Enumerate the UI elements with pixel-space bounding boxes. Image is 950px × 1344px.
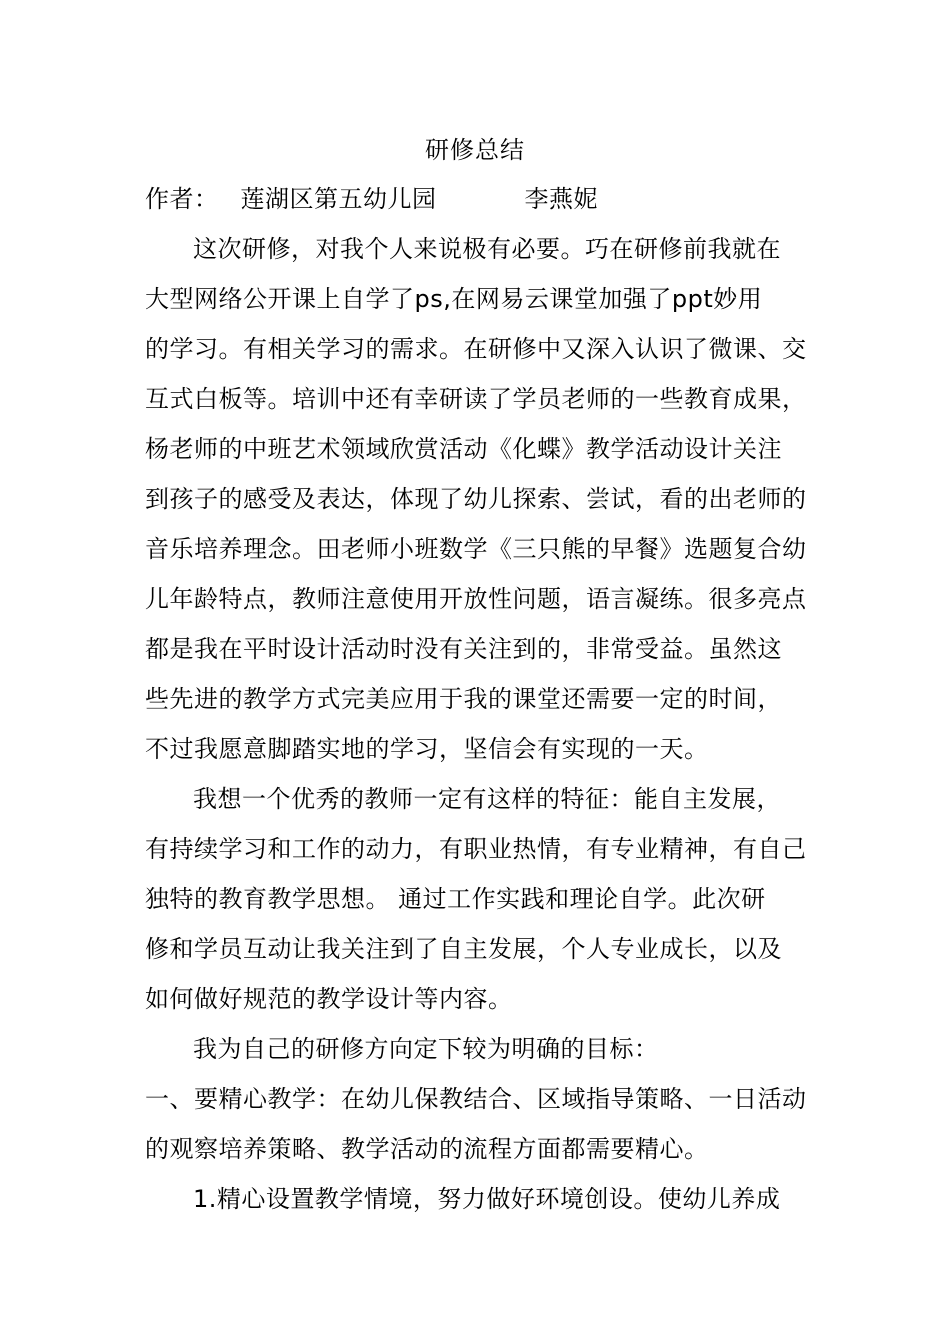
paragraph-line: 的学习。有相关学习的需求。在研修中又深入认识了微课、交 bbox=[145, 335, 807, 363]
paragraph-line: 这次研修，对我个人来说极有必要。巧在研修前我就在 bbox=[193, 235, 781, 263]
paragraph-line: 独特的教育教学思想。 通过工作实践和理论自学。此次研 bbox=[145, 885, 766, 913]
paragraph-line: 的观察培养策略、教学活动的流程方面都需要精心。 bbox=[145, 1135, 709, 1163]
paragraph-line: 一、要精心教学：在幼儿保教结合、区域指导策略、一日活动 bbox=[145, 1085, 807, 1113]
paragraph-line: 修和学员互动让我关注到了自主发展，个人专业成长，以及 bbox=[145, 935, 782, 963]
paragraph-line: 不过我愿意脚踏实地的学习，坚信会有实现的一天。 bbox=[145, 735, 709, 763]
paragraph-line: 如何做好规范的教学设计等内容。 bbox=[145, 985, 513, 1013]
paragraph-line: 我为自己的研修方向定下较为明确的目标： bbox=[193, 1035, 659, 1063]
paragraph-line: 儿年龄特点，教师注意使用开放性问题，语言凝练。很多亮点 bbox=[145, 585, 807, 613]
paragraph-line: 大型网络公开课上自学了ps,在网易云课堂加强了ppt妙用 bbox=[145, 285, 763, 313]
paragraph-line: 些先进的教学方式完美应用于我的课堂还需要一定的时间， bbox=[145, 685, 782, 713]
author-line bbox=[145, 182, 825, 216]
paragraph-line: 到孩子的感受及表达，体现了幼儿探索、尝试，看的出老师的 bbox=[145, 485, 807, 513]
paragraph-line: 我想一个优秀的教师一定有这样的特征：能自主发展， bbox=[193, 785, 781, 813]
author-label: 作者： bbox=[145, 185, 219, 213]
author-name: 李燕妮 bbox=[524, 185, 598, 213]
paragraph-line: 音乐培养理念。田老师小班数学《三只熊的早餐》选题复合幼 bbox=[145, 535, 807, 563]
paragraph-line: 1.精心设置教学情境，努力做好环境创设。使幼儿养成 bbox=[193, 1185, 781, 1213]
paragraph-line: 都是我在平时设计活动时没有关注到的，非常受益。虽然这 bbox=[145, 635, 782, 663]
paragraph-line: 有持续学习和工作的动力，有职业热情，有专业精神，有自己 bbox=[145, 835, 807, 863]
author-organization: 莲湖区第五幼儿园 bbox=[240, 185, 437, 213]
paragraph-line: 杨老师的中班艺术领域欣赏活动《化蝶》教学活动设计关注 bbox=[145, 435, 782, 463]
document-title: 研修总结 bbox=[425, 136, 525, 164]
paragraph-line: 互式白板等。培训中还有幸研读了学员老师的一些教育成果， bbox=[145, 385, 807, 413]
